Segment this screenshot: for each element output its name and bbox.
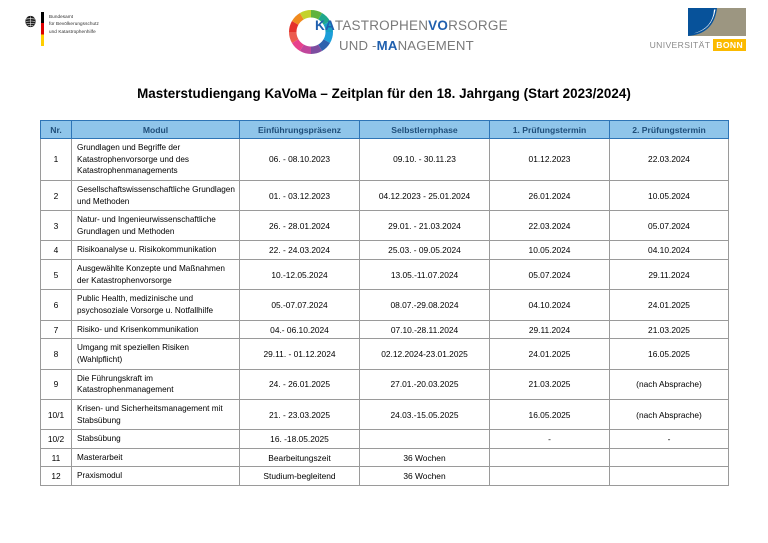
cell-selbstlernphase: 08.07.-29.08.2024 bbox=[360, 290, 490, 320]
kavoma-wordmark-line-2 bbox=[315, 36, 508, 55]
cell-modul: Praxismodul bbox=[72, 467, 240, 486]
cell-pruefungstermin-2 bbox=[610, 448, 729, 467]
document-header-logos bbox=[0, 0, 768, 62]
cell-pruefungstermin-2: 24.01.2025 bbox=[610, 290, 729, 320]
cell-nr: 12 bbox=[41, 467, 72, 486]
table-row bbox=[41, 241, 729, 260]
table-row bbox=[41, 339, 729, 369]
cell-pruefungstermin-2: 22.03.2024 bbox=[610, 139, 729, 181]
kavoma-text-tastrophen: TASTROPHEN bbox=[334, 18, 429, 33]
cell-pruefungstermin-2: 21.03.2025 bbox=[610, 320, 729, 339]
cell-nr: 10/2 bbox=[41, 430, 72, 449]
cell-modul: Krisen- und Sicherheitsmanagement mit Stabsübung bbox=[72, 399, 240, 429]
cell-selbstlernphase: 36 Wochen bbox=[360, 467, 490, 486]
table-row bbox=[41, 369, 729, 399]
table-row bbox=[41, 430, 729, 449]
cell-nr: 2 bbox=[41, 180, 72, 210]
page-title: Masterstudiengang KaVoMa – Zeitplan für den 18. Jahrgang (Start 2023/2024) bbox=[137, 86, 631, 101]
kavoma-wordmark bbox=[315, 16, 508, 55]
cell-nr: 6 bbox=[41, 290, 72, 320]
cell-pruefungstermin-1: 10.05.2024 bbox=[490, 241, 610, 260]
cell-pruefungstermin-2: 04.10.2024 bbox=[610, 241, 729, 260]
bbk-logo-text bbox=[49, 12, 99, 46]
bbk-line-3: und Katastrophenhilfe bbox=[49, 28, 96, 34]
german-flag-bar bbox=[41, 12, 44, 46]
cell-einfuehrungspraesenz: 26. - 28.01.2024 bbox=[240, 211, 360, 241]
table-header-row bbox=[41, 121, 729, 139]
cell-nr: 11 bbox=[41, 448, 72, 467]
table-row bbox=[41, 467, 729, 486]
cell-nr: 1 bbox=[41, 139, 72, 181]
cell-modul: Public Health, medizinische und psychosoziale Vorsorge u. Notfallhilfe bbox=[72, 290, 240, 320]
kavoma-text-nagement: NAGEMENT bbox=[397, 37, 474, 53]
cell-nr: 10/1 bbox=[41, 399, 72, 429]
cell-pruefungstermin-1: 05.07.2024 bbox=[490, 260, 610, 290]
cell-pruefungstermin-2: - bbox=[610, 430, 729, 449]
kavoma-wordmark-line-1 bbox=[315, 16, 508, 36]
table-row bbox=[41, 260, 729, 290]
bbk-line-1: Bundesamt bbox=[49, 14, 74, 19]
cell-selbstlernphase: 24.03.-15.05.2025 bbox=[360, 399, 490, 429]
cell-nr: 8 bbox=[41, 339, 72, 369]
cell-pruefungstermin-1: 21.03.2025 bbox=[490, 369, 610, 399]
cell-einfuehrungspraesenz: 01. - 03.12.2023 bbox=[240, 180, 360, 210]
cell-pruefungstermin-2: 10.05.2024 bbox=[610, 180, 729, 210]
column-header-nr: Nr. bbox=[41, 121, 72, 139]
cell-modul: Ausgewählte Konzepte und Maßnahmen der Katastrophenvorsorge bbox=[72, 260, 240, 290]
schedule-table bbox=[40, 120, 729, 486]
bbk-logo bbox=[22, 12, 99, 46]
table-row bbox=[41, 290, 729, 320]
cell-selbstlernphase: 07.10.-28.11.2024 bbox=[360, 320, 490, 339]
cell-modul: Die Führungskraft im Katastrophenmanagement bbox=[72, 369, 240, 399]
cell-modul: Masterarbeit bbox=[72, 448, 240, 467]
unibonn-word-universitaet: UNIVERSITÄT bbox=[649, 39, 711, 50]
unibonn-logo bbox=[642, 8, 746, 50]
cell-pruefungstermin-2 bbox=[610, 467, 729, 486]
table-row bbox=[41, 448, 729, 467]
cell-nr: 5 bbox=[41, 260, 72, 290]
cell-pruefungstermin-2: (nach Absprache) bbox=[610, 369, 729, 399]
kavoma-logo bbox=[289, 6, 508, 56]
cell-selbstlernphase: 25.03. - 09.05.2024 bbox=[360, 241, 490, 260]
cell-einfuehrungspraesenz: 24. - 26.01.2025 bbox=[240, 369, 360, 399]
kavoma-accent-ka: KA bbox=[315, 18, 335, 33]
cell-selbstlernphase: 27.01.-20.03.2025 bbox=[360, 369, 490, 399]
cell-selbstlernphase: 36 Wochen bbox=[360, 448, 490, 467]
cell-einfuehrungspraesenz: 21. - 23.03.2025 bbox=[240, 399, 360, 429]
cell-modul: Stabsübung bbox=[72, 430, 240, 449]
cell-pruefungstermin-1: 26.01.2024 bbox=[490, 180, 610, 210]
column-header-modul: Modul bbox=[72, 121, 240, 139]
federal-eagle-icon bbox=[22, 12, 39, 46]
cell-selbstlernphase: 09.10. - 30.11.23 bbox=[360, 139, 490, 181]
cell-modul: Risiko- und Krisenkommunikation bbox=[72, 320, 240, 339]
schedule-table-head bbox=[41, 121, 729, 139]
cell-pruefungstermin-2: 05.07.2024 bbox=[610, 211, 729, 241]
column-header-einfuehrungspraesenz: Einführungspräsenz bbox=[240, 121, 360, 139]
cell-modul: Gesellschaftswissenschaftliche Grundlagen und Methoden bbox=[72, 180, 240, 210]
cell-pruefungstermin-1 bbox=[490, 467, 610, 486]
cell-einfuehrungspraesenz: 22. - 24.03.2024 bbox=[240, 241, 360, 260]
cell-pruefungstermin-1: 24.01.2025 bbox=[490, 339, 610, 369]
schedule-table-body bbox=[41, 139, 729, 486]
table-row bbox=[41, 211, 729, 241]
kavoma-accent-ma: MA bbox=[376, 37, 398, 53]
cell-pruefungstermin-1: - bbox=[490, 430, 610, 449]
cell-nr: 4 bbox=[41, 241, 72, 260]
kavoma-text-rsorge: RSORGE bbox=[448, 18, 508, 33]
cell-selbstlernphase: 04.12.2023 - 25.01.2024 bbox=[360, 180, 490, 210]
cell-einfuehrungspraesenz: Studium-begleitend bbox=[240, 467, 360, 486]
table-row bbox=[41, 320, 729, 339]
schedule-table-container bbox=[40, 120, 728, 486]
cell-selbstlernphase: 13.05.-11.07.2024 bbox=[360, 260, 490, 290]
table-row bbox=[41, 139, 729, 181]
cell-einfuehrungspraesenz: Bearbeitungszeit bbox=[240, 448, 360, 467]
table-row bbox=[41, 180, 729, 210]
column-header-selbstlernphase: Selbstlernphase bbox=[360, 121, 490, 139]
column-header-pruefungstermin-1: 1. Prüfungstermin bbox=[490, 121, 610, 139]
kavoma-accent-vo: VO bbox=[428, 18, 449, 33]
cell-pruefungstermin-1: 22.03.2024 bbox=[490, 211, 610, 241]
cell-pruefungstermin-1: 01.12.2023 bbox=[490, 139, 610, 181]
cell-selbstlernphase: 02.12.2024-23.01.2025 bbox=[360, 339, 490, 369]
cell-modul: Risikoanalyse u. Risikokommunikation bbox=[72, 241, 240, 260]
cell-einfuehrungspraesenz: 10.-12.05.2024 bbox=[240, 260, 360, 290]
cell-nr: 9 bbox=[41, 369, 72, 399]
cell-pruefungstermin-2: 29.11.2024 bbox=[610, 260, 729, 290]
bbk-line-2: für Bevölkerungsschutz bbox=[49, 21, 99, 27]
cell-einfuehrungspraesenz: 16. -18.05.2025 bbox=[240, 430, 360, 449]
cell-pruefungstermin-2: 16.05.2025 bbox=[610, 339, 729, 369]
cell-einfuehrungspraesenz: 06. - 08.10.2023 bbox=[240, 139, 360, 181]
cell-modul: Umgang mit speziellen Risiken (Wahlpflicht) bbox=[72, 339, 240, 369]
cell-einfuehrungspraesenz: 04.- 06.10.2024 bbox=[240, 320, 360, 339]
cell-einfuehrungspraesenz: 05.-07.07.2024 bbox=[240, 290, 360, 320]
cell-pruefungstermin-2: (nach Absprache) bbox=[610, 399, 729, 429]
cell-pruefungstermin-1: 29.11.2024 bbox=[490, 320, 610, 339]
cell-einfuehrungspraesenz: 29.11. - 01.12.2024 bbox=[240, 339, 360, 369]
cell-modul: Natur- und Ingenieurwissenschaftliche Grundlagen und Methoden bbox=[72, 211, 240, 241]
cell-selbstlernphase bbox=[360, 430, 490, 449]
unibonn-crest-icon bbox=[688, 8, 746, 36]
kavoma-text-und: UND - bbox=[339, 37, 377, 53]
cell-nr: 7 bbox=[41, 320, 72, 339]
unibonn-wordmark bbox=[650, 39, 746, 50]
cell-modul: Grundlagen und Begriffe der Katastrophenvorsorge und des Katastrophenmanagements bbox=[72, 139, 240, 181]
cell-pruefungstermin-1: 04.10.2024 bbox=[490, 290, 610, 320]
cell-pruefungstermin-1: 16.05.2025 bbox=[490, 399, 610, 429]
unibonn-word-bonn: BONN bbox=[713, 39, 746, 51]
table-row bbox=[41, 399, 729, 429]
cell-pruefungstermin-1 bbox=[490, 448, 610, 467]
cell-selbstlernphase: 29.01. - 21.03.2024 bbox=[360, 211, 490, 241]
cell-nr: 3 bbox=[41, 211, 72, 241]
column-header-pruefungstermin-2: 2. Prüfungstermin bbox=[610, 121, 729, 139]
